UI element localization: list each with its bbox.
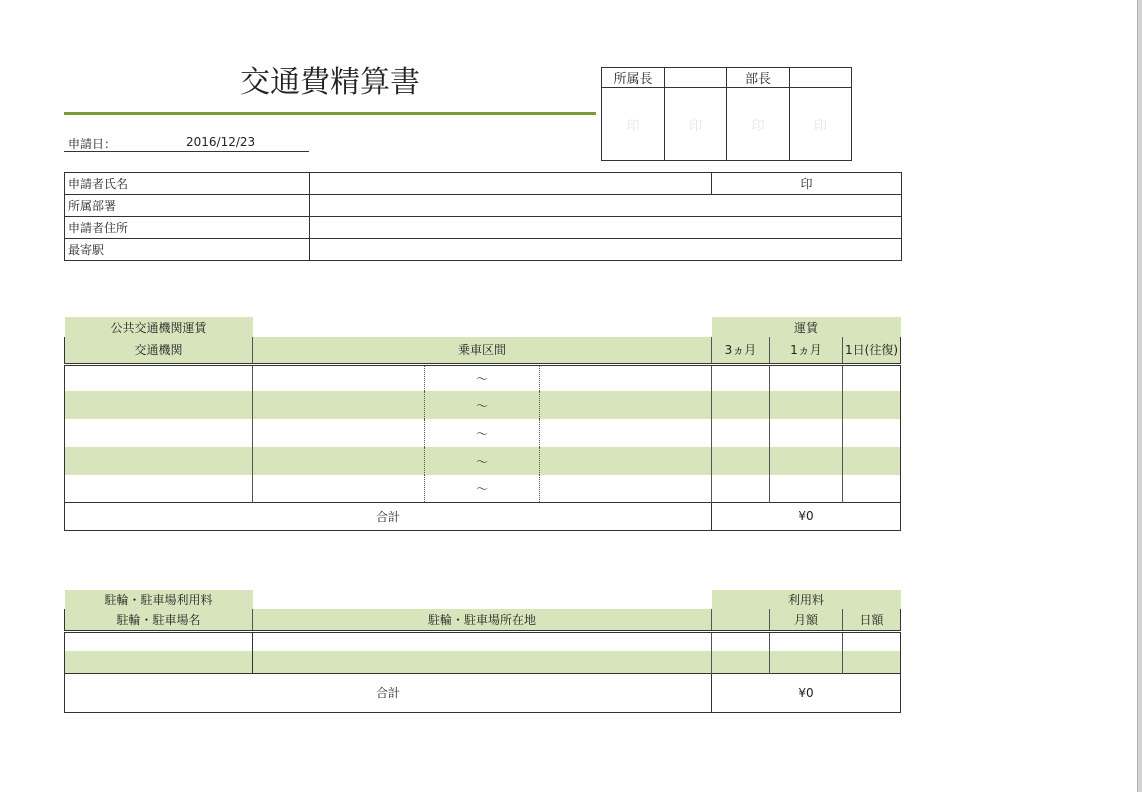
- parking-name-cell[interactable]: [65, 651, 253, 673]
- nearest-station-label: 最寄駅: [65, 239, 310, 261]
- applicant-seal[interactable]: 印: [712, 173, 902, 195]
- approval-seal-2[interactable]: 印: [665, 88, 727, 161]
- fare-to-cell[interactable]: [540, 419, 712, 447]
- fare-row: [65, 447, 901, 475]
- fare-mode-cell[interactable]: [65, 419, 253, 447]
- fare-mode-cell[interactable]: [65, 475, 253, 502]
- title-underline: [64, 112, 596, 115]
- parking-row: [65, 631, 901, 651]
- fare-route-separator: ～: [425, 364, 540, 391]
- parking-row: [65, 651, 901, 673]
- fare-three-month-cell[interactable]: [712, 364, 770, 391]
- col-header-parking-name: 駐輪・駐車場名: [65, 609, 253, 631]
- fare-to-cell[interactable]: [540, 391, 712, 419]
- transport-section-title: 公共交通機関運賃: [65, 317, 253, 337]
- approval-header-blank-2: [790, 68, 852, 88]
- fare-row: [65, 364, 901, 391]
- fare-daily-cell[interactable]: [843, 447, 901, 475]
- address-row: [65, 217, 902, 239]
- parking-daily-cell[interactable]: [843, 631, 901, 651]
- applicant-name-row: [65, 173, 902, 195]
- col-header-transport-mode: 交通機関: [65, 337, 253, 364]
- approval-header-blank-1: [665, 68, 727, 88]
- col-header-parking-location: 駐輪・駐車場所在地: [253, 609, 712, 631]
- fare-to-cell[interactable]: [540, 447, 712, 475]
- fare-row: [65, 475, 901, 502]
- parking-fee-section-title: 利用料: [712, 590, 901, 609]
- fare-total-label: 合計: [65, 502, 712, 530]
- fare-three-month-cell[interactable]: [712, 391, 770, 419]
- approval-header-section-chief: 所属長: [602, 68, 665, 88]
- fare-one-month-cell[interactable]: [770, 419, 843, 447]
- application-date-value[interactable]: 2016/12/23: [186, 135, 256, 149]
- fare-section-title: 運賃: [712, 317, 901, 337]
- application-date-underline: [64, 151, 309, 152]
- applicant-info-table: [64, 172, 902, 261]
- applicant-name-input[interactable]: [310, 173, 712, 195]
- col-header-daily-fee: 日額: [843, 609, 901, 631]
- fare-one-month-cell[interactable]: [770, 364, 843, 391]
- fare-from-cell[interactable]: [253, 475, 425, 502]
- fare-total-value: ¥0: [712, 502, 901, 530]
- parking-monthly-cell[interactable]: [770, 631, 843, 651]
- fare-to-cell[interactable]: [540, 475, 712, 502]
- parking-daily-cell[interactable]: [843, 651, 901, 673]
- fare-total-row: [65, 502, 901, 530]
- parking-title-spacer: [253, 590, 712, 609]
- department-input[interactable]: [310, 195, 902, 217]
- parking-total-value: ¥0: [712, 673, 901, 712]
- fare-mode-cell[interactable]: [65, 364, 253, 391]
- approval-seal-4[interactable]: 印: [790, 88, 852, 161]
- fare-row: [65, 391, 901, 419]
- parking-section-title: 駐輪・駐車場利用料: [65, 590, 253, 609]
- fare-daily-cell[interactable]: [843, 475, 901, 502]
- parking-blank-cell[interactable]: [712, 651, 770, 673]
- parking-location-cell[interactable]: [253, 631, 712, 651]
- fare-from-cell[interactable]: [253, 419, 425, 447]
- parking-blank-cell[interactable]: [712, 631, 770, 651]
- applicant-name-label: 申請者氏名: [65, 173, 310, 195]
- fare-route-separator: ～: [425, 475, 540, 502]
- fare-to-cell[interactable]: [540, 364, 712, 391]
- fare-daily-cell[interactable]: [843, 364, 901, 391]
- fare-from-cell[interactable]: [253, 391, 425, 419]
- col-header-one-month: 1ヵ月: [770, 337, 843, 364]
- page-title: 交通費精算書: [240, 65, 420, 100]
- fare-one-month-cell[interactable]: [770, 391, 843, 419]
- parking-name-cell[interactable]: [65, 631, 253, 651]
- fare-from-cell[interactable]: [253, 447, 425, 475]
- address-input[interactable]: [310, 217, 902, 239]
- fare-mode-cell[interactable]: [65, 447, 253, 475]
- approval-seal-3[interactable]: 印: [727, 88, 790, 161]
- parking-location-cell[interactable]: [253, 651, 712, 673]
- approval-table: [601, 67, 852, 161]
- department-label: 所属部署: [65, 195, 310, 217]
- address-label: 申請者住所: [65, 217, 310, 239]
- parking-total-row: [65, 673, 901, 712]
- fare-one-month-cell[interactable]: [770, 447, 843, 475]
- col-header-parking-blank: [712, 609, 770, 631]
- transport-title-spacer: [253, 317, 712, 337]
- parking-total-label: 合計: [65, 673, 712, 712]
- fare-daily-cell[interactable]: [843, 419, 901, 447]
- fare-three-month-cell[interactable]: [712, 447, 770, 475]
- fare-three-month-cell[interactable]: [712, 475, 770, 502]
- col-header-route: 乗車区間: [253, 337, 712, 364]
- parking-monthly-cell[interactable]: [770, 651, 843, 673]
- nearest-station-input[interactable]: [310, 239, 902, 261]
- col-header-daily-round-trip: 1日(往復): [843, 337, 901, 364]
- col-header-monthly-fee: 月額: [770, 609, 843, 631]
- nearest-station-row: [65, 239, 902, 261]
- application-date-label: 申請日：: [68, 137, 117, 151]
- parking-fee-table: [64, 590, 901, 713]
- fare-route-separator: ～: [425, 447, 540, 475]
- department-row: [65, 195, 902, 217]
- fare-mode-cell[interactable]: [65, 391, 253, 419]
- transport-fare-table: [64, 317, 901, 531]
- fare-route-separator: ～: [425, 391, 540, 419]
- window-right-edge: [1137, 0, 1142, 792]
- fare-daily-cell[interactable]: [843, 391, 901, 419]
- fare-three-month-cell[interactable]: [712, 419, 770, 447]
- fare-from-cell[interactable]: [253, 364, 425, 391]
- approval-header-department-head: 部長: [727, 68, 790, 88]
- approval-seal-1[interactable]: 印: [602, 88, 665, 161]
- fare-route-separator: ～: [425, 419, 540, 447]
- fare-row: [65, 419, 901, 447]
- col-header-three-month: 3ヵ月: [712, 337, 770, 364]
- fare-one-month-cell[interactable]: [770, 475, 843, 502]
